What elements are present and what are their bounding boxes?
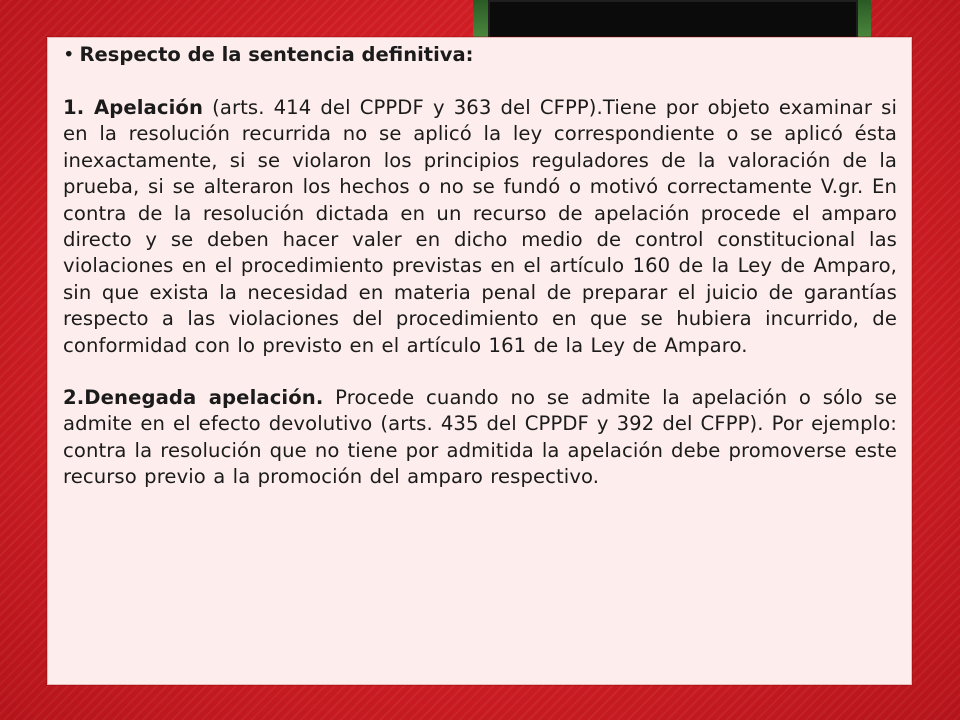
paragraph-apelacion-lead: 1. Apelación (63, 96, 204, 119)
bullet-icon: • (63, 43, 75, 66)
paragraph-denegada-apelacion (63, 385, 897, 491)
paragraph-denegada-apelacion-body: Procede cuando no se admite la apelación o sólo se admite en el efecto devolutivo (arts. 435 del CPPDF y 392 del CFPP). Por ejemplo: contra la resolución que no tiene por admitida la apelación debe promoverse este recurso previo a la promoción del amparo respectivo. (63, 386, 897, 489)
paragraph-denegada-apelacion-lead: 2.Denegada apelación. (63, 386, 324, 410)
title-placeholder-box (488, 0, 858, 40)
section-heading-text: Respecto de la sentencia definitiva: (79, 43, 474, 66)
content-box (47, 37, 912, 685)
paragraph-apelacion-body: (arts. 414 del CPPDF y 363 del CFPP).Tiene por objeto examinar si en la resolución recurrida no se aplicó la ley correspondiente o se aplicó ésta inexactamente, si se violaron los principios reguladores de la valoración de la prueba, si se alteraron los hechos o no se fundó o motivó correctamente V.gr. En contra de la resolución dictada en un recurso de apelación procede el amparo directo y se deben hacer valer en dicho medio de control constitucional las violaciones en el procedimiento previstas en el artículo 160 de la Ley de Amparo, sin que exista la necesidad en materia penal de preparar el juicio de garantías respecto a las violaciones del procedimiento en que se hubiera incurrido, de conformidad con lo previsto en el artículo 161 de la Ley de Amparo. (63, 96, 897, 357)
paragraph-apelacion (63, 95, 897, 359)
section-heading (63, 40, 897, 70)
